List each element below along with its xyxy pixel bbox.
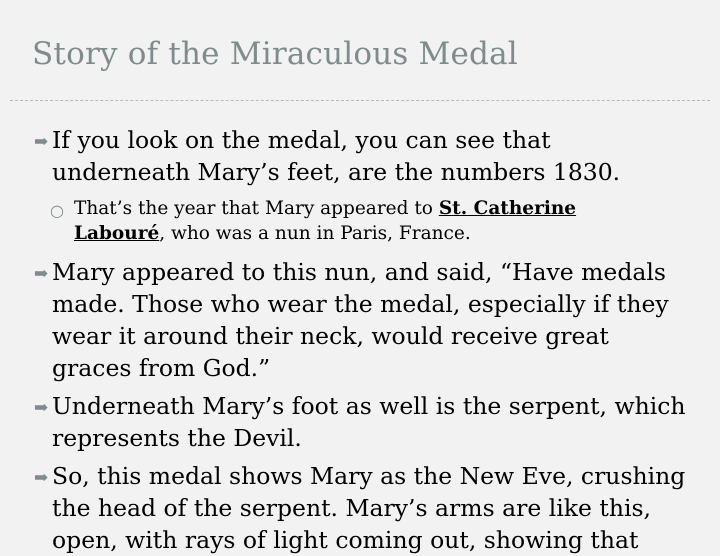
arrow-bullet-icon: ➡ <box>34 398 49 418</box>
arrow-bullet-icon: ➡ <box>34 264 49 284</box>
bullet-text: So, this medal shows Mary as the New Eve, crushing the head of the serpent. Mary’s arms are like this, open, with rays of light coming out, showing that <box>52 462 686 554</box>
slide-body <box>0 124 720 556</box>
bullet-text: If you look on the medal, you can see that underneath Mary’s feet, are the numbers 1830. <box>52 126 621 186</box>
arrow-bullet-icon: ➡ <box>34 132 49 152</box>
bullet-item <box>0 390 720 454</box>
sub-bullet-text-after: , who was a nun in Paris, France. <box>159 223 471 244</box>
bullet-item <box>0 460 720 556</box>
sub-bullet-item <box>0 196 720 246</box>
bullet-item <box>0 124 720 188</box>
bullet-text: Underneath Mary’s foot as well is the serpent, which represents the Devil. <box>52 392 686 452</box>
slide-title: Story of the Miraculous Medal <box>32 36 518 72</box>
sub-bullet-text-before: That’s the year that Mary appeared to <box>74 198 439 219</box>
hollow-circle-icon: ○ <box>50 201 64 220</box>
bullet-text: Mary appeared to this nun, and said, “Have medals made. Those who wear the medal, especially if they wear it around their neck, would receive great graces from God.” <box>52 258 669 382</box>
st-catherine-link[interactable]: St. Catherine Labouré <box>74 198 577 244</box>
bullet-item <box>0 256 720 384</box>
arrow-bullet-icon: ➡ <box>34 468 49 488</box>
title-divider <box>10 100 710 101</box>
